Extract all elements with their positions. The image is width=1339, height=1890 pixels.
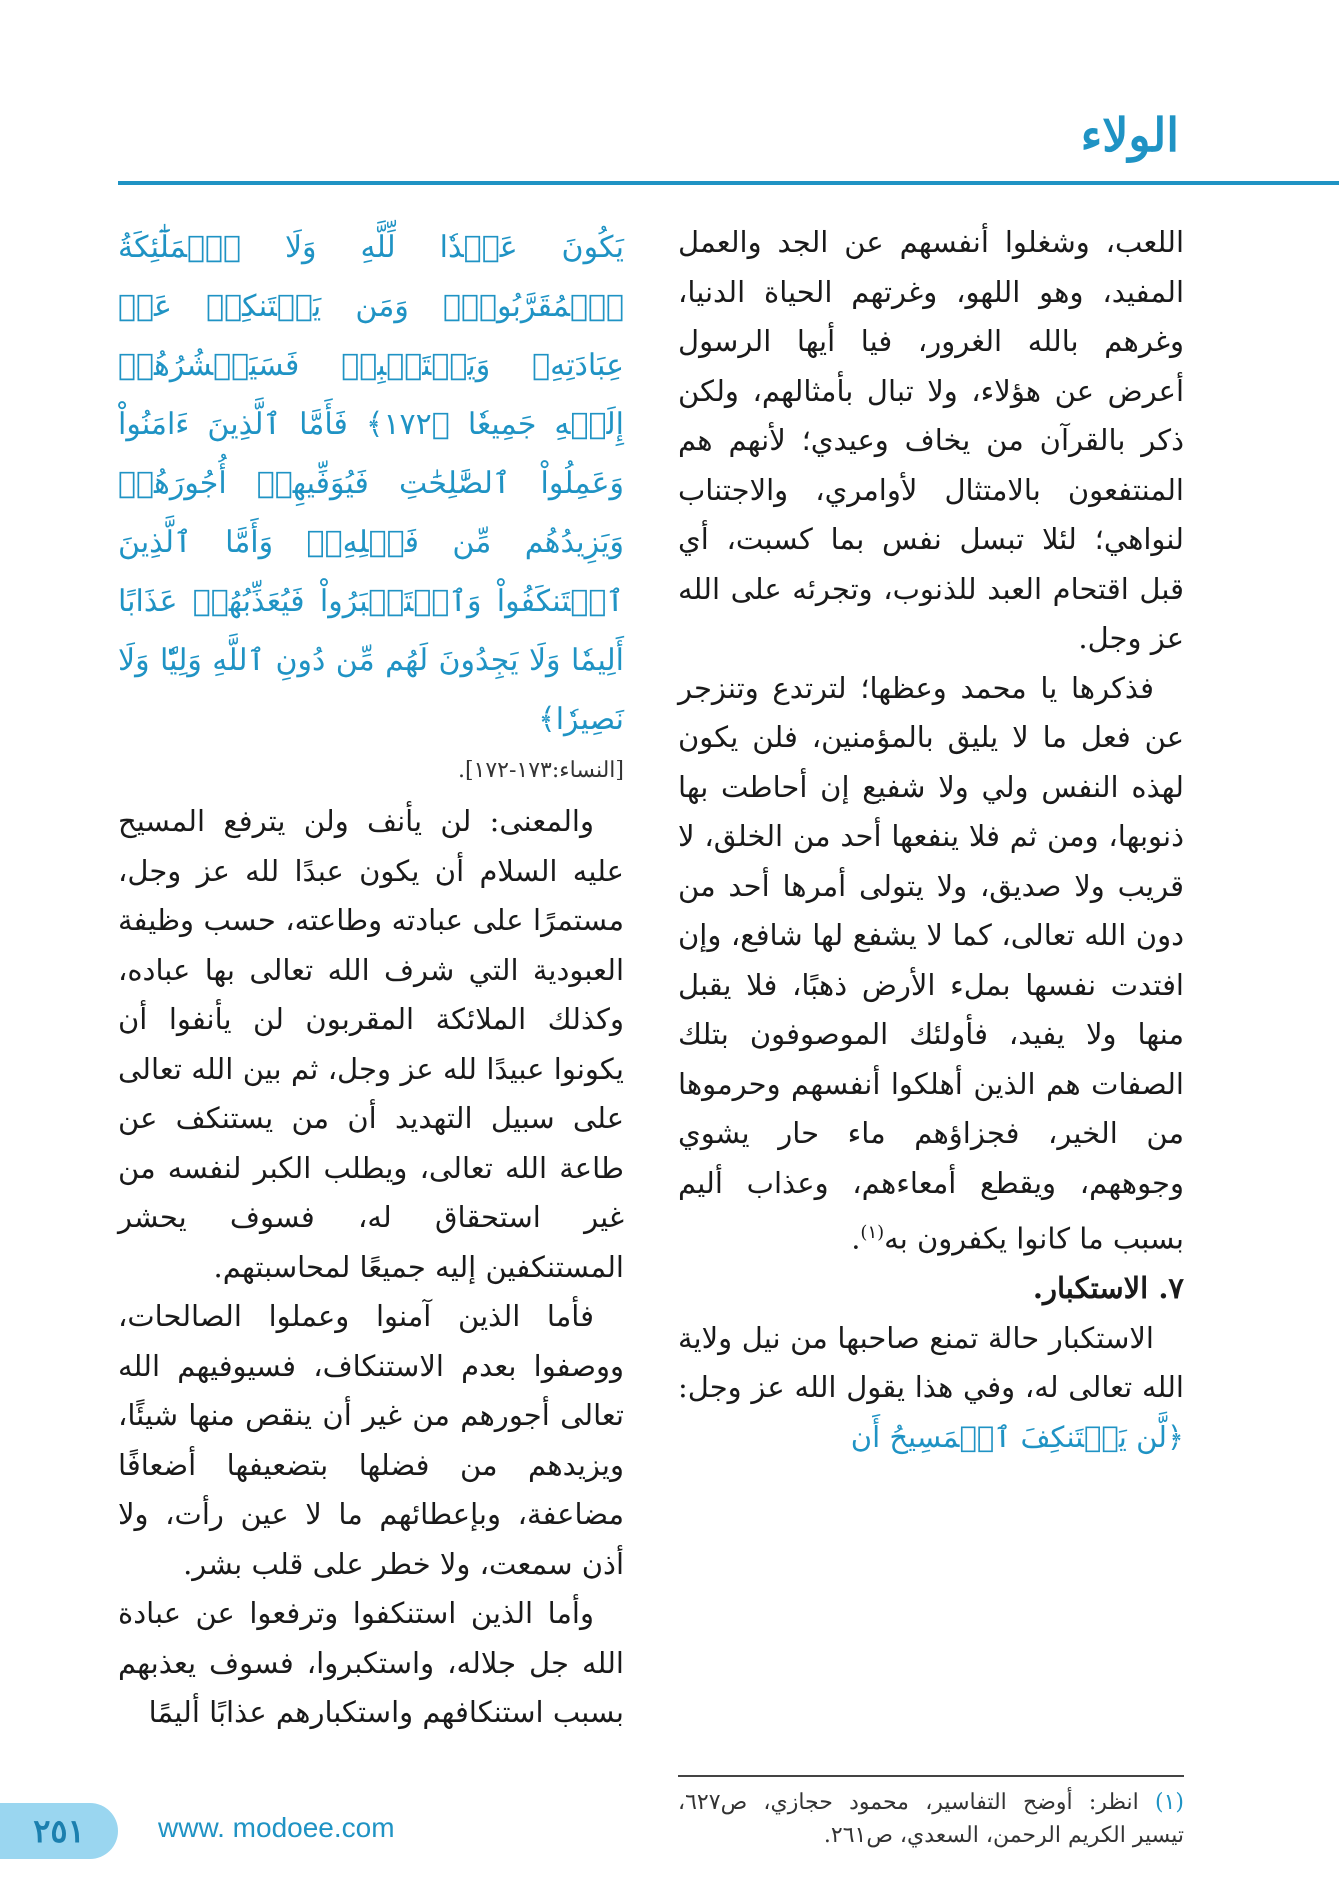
header-divider <box>118 181 1339 185</box>
page-number-badge <box>0 1803 118 1859</box>
paragraph-end: . <box>851 1221 861 1256</box>
left-column <box>118 218 624 1738</box>
footnote-divider <box>678 1775 1184 1777</box>
paragraph-text: الاستكبار حالة تمنع صاحبها من نيل ولاية الله تعالى له، وفي هذا يقول الله عز وجل: <box>678 1320 1184 1405</box>
quran-verse-inline: ﴿لَّن يَسۡتَنكِفَ ٱلۡمَسِيحُ أَن <box>850 1419 1184 1454</box>
footnote-text: انظر: أوضح التفاسير، محمود حجازي، ص٦٢٧، تيسير الكريم الرحمن، السعدي، ص٢٦١. <box>678 1790 1184 1848</box>
footnote-number: (١) <box>1154 1790 1184 1815</box>
paragraph: والمعنى: لن يأنف ولن يترفع المسيح عليه السلام أن يكون عبدًا لله عز وجل، مستمرًا على عبادته وطاعته، حسب وظيفة العبودية التي شرف الله تعالى بها عباده، وكذلك الملائكة المقربون لن يأنفوا أن يكونوا عبيدًا لله عز وجل، ثم بين الله تعالى على سبيل التهديد أن من يستنكف عن طاعة الله تعالى، ويطلب الكبر لنفسه من غير استحقاق له، فسوف يحشر المستنكفين إليه جميعًا لمحاسبتهم. <box>118 804 624 1284</box>
paragraph: اللعب، وشغلوا أنفسهم عن الجد والعمل المفيد، وهو اللهو، وغرتهم الحياة الدنيا، وغرهم بالله الغرور، فيا أيها الرسول أعرض عن هؤلاء، ولا تبال بأمثالهم، ولكن ذكر بالقرآن من يخاف وعيدي؛ لأنهم هم المنتفعون بالامتثال لأوامري، والاجتناب لنواهي؛ لئلا تبسل نفس بما كسبت، أي قبل اقتحام العبد للذنوب، وتجرئه على الله عز وجل. <box>678 225 1184 655</box>
paragraph <box>678 1314 1184 1463</box>
paragraph: وأما الذين استنكفوا وترفعوا عن عبادة الله جل جلاله، واستكبروا، فسوف يعذبهم بسبب استنكافهم واستكبارهم عذابًا أليمًا <box>118 1596 624 1729</box>
quran-verse: يَكُونَ عَبۡدٗا لِّلَّهِ وَلَا ٱلۡمَلَٰٓئِكَةُ ٱلۡمُقَرَّبُونَۚ وَمَن يَسۡتَنكِفۡ عَنۡ عِبَادَتِهِۦ وَيَسۡتَكۡبِرۡ فَسَيَحۡشُرُهُمۡ إِلَيۡهِ جَمِيعٗا ﴿١٧٢﴾ فَأَمَّا ٱلَّذِينَ ءَامَنُواْ وَعَمِلُواْ ٱلصَّٰلِحَٰتِ فَيُوَفِّيهِمۡ أُجُورَهُمۡ وَيَزِيدُهُم مِّن فَضۡلِهِۦۖ وَأَمَّا ٱلَّذِينَ ٱسۡتَنكَفُواْ وَٱسۡتَكۡبَرُواْ فَيُعَذِّبُهُمۡ عَذَابًا أَلِيمٗا وَلَا يَجِدُونَ لَهُم مِّن دُونِ ٱللَّهِ وَلِيّٗا وَلَا نَصِيرٗا﴾ <box>118 230 624 737</box>
paragraph-text: فذكرها يا محمد وعظها؛ لترتدع وتنزجر عن فعل ما لا يليق بالمؤمنين، فلن يكون لهذه النفس ولي ولا شفيع إن أحاطت بها ذنوبها، ومن ثم فلا ينفعها أحد من الخلق، لا قريب ولا صديق، ولا يتولى أمرها أحد من دون الله تعالى، كما لا يشفع لها شافع، وإن افتدت نفسها بملء الأرض ذهبًا، فلا يقبل منها ولا يفيد، فأولئك الموصوفون بتلك الصفات هم الذين أهلكوا أنفسهم وحرموها من الخير، فجزاؤهم ماء حار يشوي وجوههم، ويقطع أمعاءهم، وعذاب أليم بسبب ما كانوا يكفرون به <box>678 670 1184 1256</box>
paragraph <box>678 664 1184 1265</box>
verse-citation: [النساء:١٧٣-١٧٢]. <box>457 758 624 783</box>
website-link[interactable]: www. modoee.com <box>158 1812 395 1843</box>
footnote-ref: (١) <box>860 1222 885 1243</box>
section-heading: ٧. الاستكبار. <box>1032 1271 1184 1306</box>
right-column <box>678 218 1184 1462</box>
chapter-title: الولاء <box>1080 108 1179 162</box>
paragraph: فأما الذين آمنوا وعملوا الصالحات، ووصفوا بعدم الاستنكاف، فسيوفيهم الله تعالى أجورهم من غير أن ينقص منها شيئًا، ويزيدهم من فضلها بتضعيفها أضعافًا مضاعفة، وبإعطائهم ما لا عين رأت، ولا أذن سمعت، ولا خطر على قلب بشر. <box>118 1299 624 1581</box>
footnote <box>678 1786 1184 1852</box>
page-number: ٢٥١ <box>33 1812 85 1850</box>
